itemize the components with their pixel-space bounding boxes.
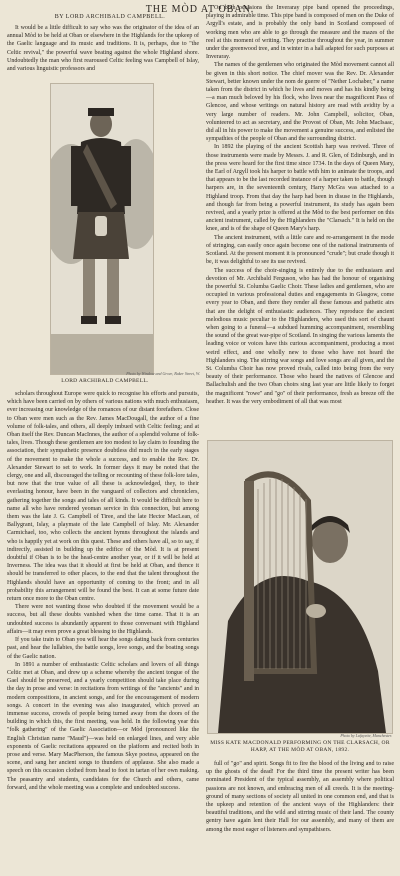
article-title: THE MÒD AT OBAN.: [145, 4, 255, 15]
paragraph: scholars throughout Europe were quick to recognise his efforts and pursuits, which have been carried on by others of various nations with much enthusiasm, ever increasing our knowledge of the romances of our distant forefathers. Close to Oban were men such as the Rev. James MacDougall, the author of a fine volume of folk-tales, and others, all deeply imbued with Celtic feeling; and at Oban itself the Rev. Duncan MacInnes, the author of a splendid volume of folk-tales, lives. Though these gentlemen are too modest to lay claim to founding the association, their sympathetic presence doubtless did much in the early stages of the movement to make the whole a success, and to enable the Rev. Dr. Alexander Stewart to set to work. In former days it may be noted that the clergy, one and all, discouraged the telling or recounting of these folk-lore tales, but now that the true value of all these is acknowledged, they, to their everlasting honour, have been in the vanguard of collectors and chroniclers, gathering together the songs and tales of all kinds. It would be difficult here to name all who have rendered yeoman service in this connection, but among them was the late J. G. Campbell of Tiree, and the late Hector MacLean, of Ballygrant, Islay, a playmate of the late Campbell of Islay. Mr. Alexander Carmichael, too, who collects the ancient hymns throughout the islands and who is happily yet at work on this quest. These and others have all, so to say, if indirectly, assisted in building up the edifice of the Mòd. It is at present doubtful if Oban is to be the head-centre another year, or if it will be held at Inverness. The idea was that it should at first be held at Oban, and thence it should be transferred to other places, to the end that the talent throughout the Highlands should have an opportunity of coming to the front; and in all probability this arrangement will be found the best. It can at some future date return once more to the Oban centre.: [7, 391, 199, 603]
right-column-top: [206, 4, 394, 440]
harpist-photo-credit: Photo by Lafayette, Manchester.: [340, 733, 392, 738]
portrait-photo-credit: Photo by Window and Grove, Baker Street, W.: [126, 371, 200, 376]
harpist-photo: [207, 440, 393, 734]
left-column-bottom: [7, 390, 199, 870]
paragraph: In 1892 the playing of the ancient Scottish harp was revived. Three of those instruments were made by Messrs. J. and R. Glen, of Edinburgh, and in the press were heard for the first time since 1734. In the days of Queen Mary, the Earl of Argyll took his harper to battle with him to animate the troops, and that appears to be the last recorded instance of a harper taken to battle, though harpers are, in the seventeenth century, Harry McGra was attached to a Highland troop. From that day the harp had been in disuse in the Highlands, and though far from being a powerful instrument, its study has again been revived, and a yearly prize is offered at the Mòd to the best performer on this ancient instrument, called by the Highlanders the "Clarsach." It is held on the knee, and is of the shape of Queen Mary's harp.: [206, 144, 394, 233]
left-column-top: [7, 24, 199, 82]
portrait-photo: [50, 83, 154, 375]
right-column-bottom: [206, 760, 394, 872]
paragraph: It would be a little difficult to say who was the originator of the idea of an annual Mòd to be held at Oban or elsewhere in the Highlands for the upkeep of the Gaelic language and its music and traditions. It is, perhaps, due to "the Celtic revival," the powerful wave beating against the whole Highland shore. Undoubtedly the man who first rearoused Celtic feeling was Campbell of Islay, and various linguistic professors and: [7, 25, 199, 73]
article-byline: BY LORD ARCHIBALD CAMPBELL.: [54, 14, 166, 20]
harpist-photo-caption: MISS KATE MACDONALD PERFORMING ON THE CLARSACH, OR HARP, AT THE MÒD AT OBAN, 1892.: [210, 740, 390, 753]
paragraph: The names of the gentlemen who originated the Mòd movement cannot all be given in this short notice. The chief mover was the Rev. Dr. Alexander Stewart, better known under the nom de guerre of "Nether Lochaber," a name taken from the district in which he lives and moves and has his kindly being—a man much beloved by his flock, who lives near the magnificent Pass of Glencoe, and whose writings on natural history are read with avidity by a very large number of readers. Mr. John Campbell, solicitor, Oban, volunteered to act as secretary, and the Provost of Oban, Mr. John MacIsaac, did all in his power to make the movement a genuine success, and enlisted the sympathies of the people of Oban and the surrounding district.: [206, 62, 394, 143]
paragraph: The ancient instrument, with a little care and re-arrangement in the mode of stringing, can easily once again become one of the national instruments of Scotland. At the present moment it is pronounced "crude"; but crude though it be, it was delightful to see its use revived.: [206, 234, 394, 266]
paragraph: The success of the choir-singing is entirely due to the enthusiasm and devotion of Mr. Archibald Ferguson, who has had the honour of organising the powerful St. Columba Gaelic Choir. These ladies and gentlemen, who are occupied in various professional duties and engagements in Glasgow, come every year to Oban, and there they render all these famous and pathetic airs that are the delight of enthusiastic audiences. They reproduce the ancient melodious music peculiar to the Highlanders, who used this sort of chaunt when going to a funeral—a subdued humming accompaniment, resembling the sound of the great war-pipe of Scotland. In singing the various laments the leading voice or voices have this curious accompaniment, producing a most weird effect, and one wholly new to those who have not heard the Highlanders sing. The stirring war songs and love songs are all given, and the St. Columba Choir has now proved rivals, called into being from the very beauty of their performance. Those who heard the natives of Glencoe and Ballachulish and the two Oban choirs sing last year are little likely to forget the magnificent "rowe" and "go" of their performance, fresh as breeze off the heather. It was the very embodiment of all that was most: [206, 267, 394, 405]
harpist-illustration: [208, 441, 392, 733]
paragraph: In 1891 a number of enthusiastic Celtic scholars and lovers of all things Celtic met at Oban, and drew up a scheme whereby the ancient tongue of the Gael should be preserved, and a yearly competition should take place during the day in prose and verse: in recitations from writings of the "ancients" and in modern compositions, in ancient songs, and for the encouragement of modern songs. A concert in the evening was also inaugurated, which proved an immense success, crowds of people being turned away from the doors of the building in which this, the first meeting, was held. In the following year this "folk gathering" of the Gaelic Association—or Mòd (pronounced like the English Christian name "Maud")—was held on enlarged lines, and very able exponents of Gaelic recitations appeared on the platform and recited both in prose and verse. Mary MacPherson, the famous Skye poetess, appeared on the scene, and sang her ancient songs to thunders of applause. She also made a speech on this occasion clothed from head to foot in tartan of her own making. The peasantry and students, candidates for the Church and others, came forward, and the whole meeting was a complete and undoubted success.: [7, 661, 199, 791]
portrait-photo-caption: LORD ARCHIBALD CAMPBELL.: [61, 378, 149, 384]
paragraph: On both occasions the Inveraray pipe band opened the proceedings, playing in admirable time. This pipe band is composed of men on the Duke of Argyll's estate, and is probably the only band in Scotland composed of working men who are able to go through the measure and the mazes of the reel at this moment of writing. They practise throughout the year, in summer under the greenwood tree, and in winter in a hall adapted for such purposes at Inveraray.: [206, 5, 394, 61]
paragraph: full of "go" and spirit. Songs fit to fire the blood of the living and to raise up the ghosts of the dead! For the third time the present writer has been nominated President of the typical assembly, an assembly where political passions are not known, and embracing men of all creeds. It is the meeting-ground of many sections of society all united in one common end, and that is the upkeep and retention of the ancient ways of the Highlanders: their beautiful traditions, and the wild and stirring music of their land. The county gentry have again lent their Hall for our assembly, and many of them are among the most eager of listeners and sympathisers.: [206, 761, 394, 833]
portrait-figure-illustration: [51, 84, 153, 374]
paragraph: There were not wanting those who doubted if the movement would be a success, but all these doubts vanished when the time came. That it is an undoubted success is abundantly apparent to those conversant with Highland affairs—it may even prove a great blessing to the Highlands.: [7, 604, 199, 635]
paragraph: If you take train to Oban you will hear the songs dating back from centuries past, and hear the lullabies, the battle songs, love songs, and the boating songs of the Gaelic nation.: [7, 637, 199, 660]
